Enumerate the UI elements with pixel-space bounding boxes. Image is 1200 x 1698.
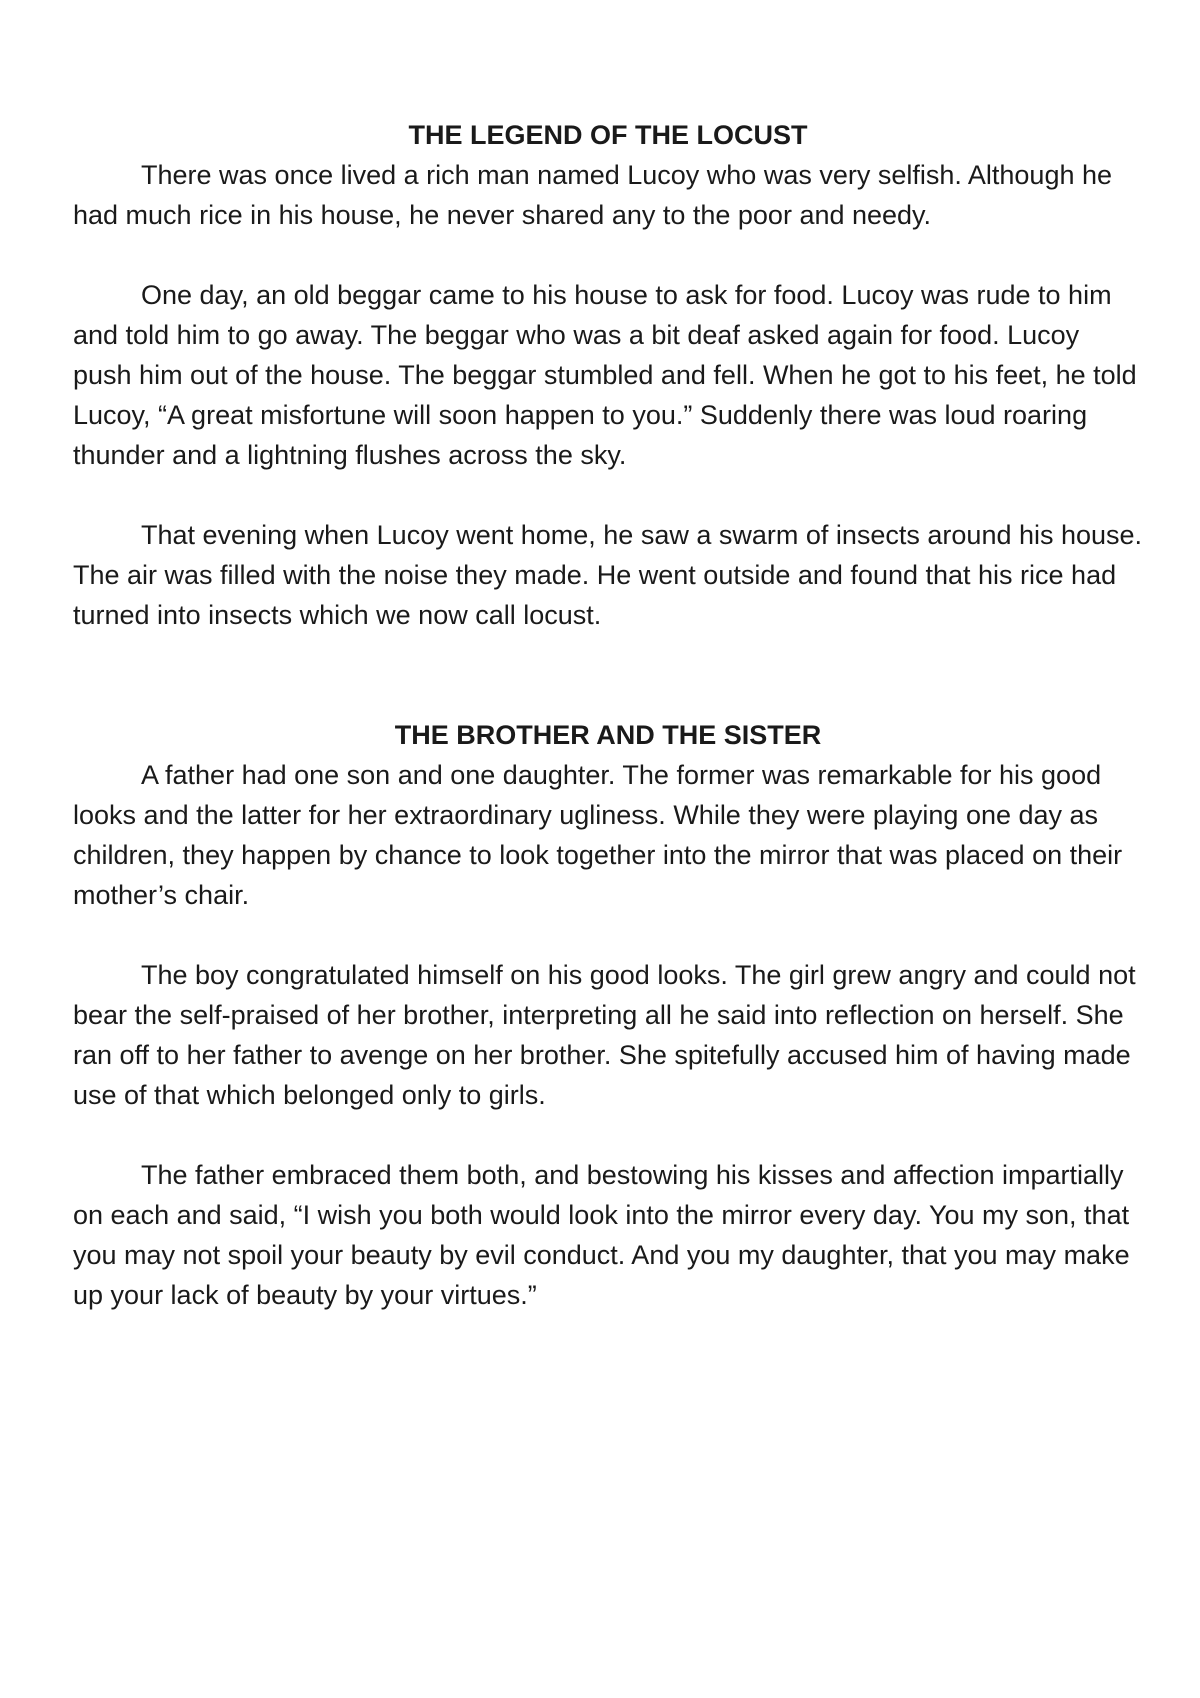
story-legend-of-the-locust xyxy=(73,115,1143,635)
story-paragraph: The father embraced them both, and bestowing his kisses and affection impartially on each and said, “I wish you both would look into the mirror every day. You my son, that you may not spoil your beauty by evil conduct. And you my daughter, that you may make up your lack of beauty by your virtues.” xyxy=(73,1160,1130,1310)
story-paragraph: One day, an old beggar came to his house to ask for food. Lucoy was rude to him and told him to go away. The beggar who was a bit deaf asked again for food. Lucoy push him out of the house. The beggar stumbled and fell. When he got to his feet, he told Lucoy, “A great misfortune will soon happen to you.” Suddenly there was loud roaring thunder and a lightning flushes across the sky. xyxy=(73,280,1137,470)
story-paragraph: There was once lived a rich man named Lucoy who was very selfish. Although he had much rice in his house, he never shared any to the poor and needy. xyxy=(73,160,1113,230)
story-brother-and-sister xyxy=(73,715,1143,1315)
story-title: THE LEGEND OF THE LOCUST xyxy=(408,120,808,150)
story-title: THE BROTHER AND THE SISTER xyxy=(394,720,822,750)
story-paragraph: A father had one son and one daughter. The former was remarkable for his good looks and the latter for her extraordinary ugliness. While they were playing one day as children, they happen by chance to look together into the mirror that was placed on their mother’s chair. xyxy=(73,760,1123,910)
story-paragraph: The boy congratulated himself on his good looks. The girl grew angry and could not bear the self-praised of her brother, interpreting all he said into reflection on herself. She ran off to her father to avenge on her brother. She spitefully accused him of having made use of that which belonged only to girls. xyxy=(73,960,1136,1110)
document-content xyxy=(73,115,1143,1315)
story-paragraph: That evening when Lucoy went home, he saw a swarm of insects around his house. The air was filled with the noise they made. He went outside and found that his rice had turned into insects which we now call locust. xyxy=(73,520,1143,630)
